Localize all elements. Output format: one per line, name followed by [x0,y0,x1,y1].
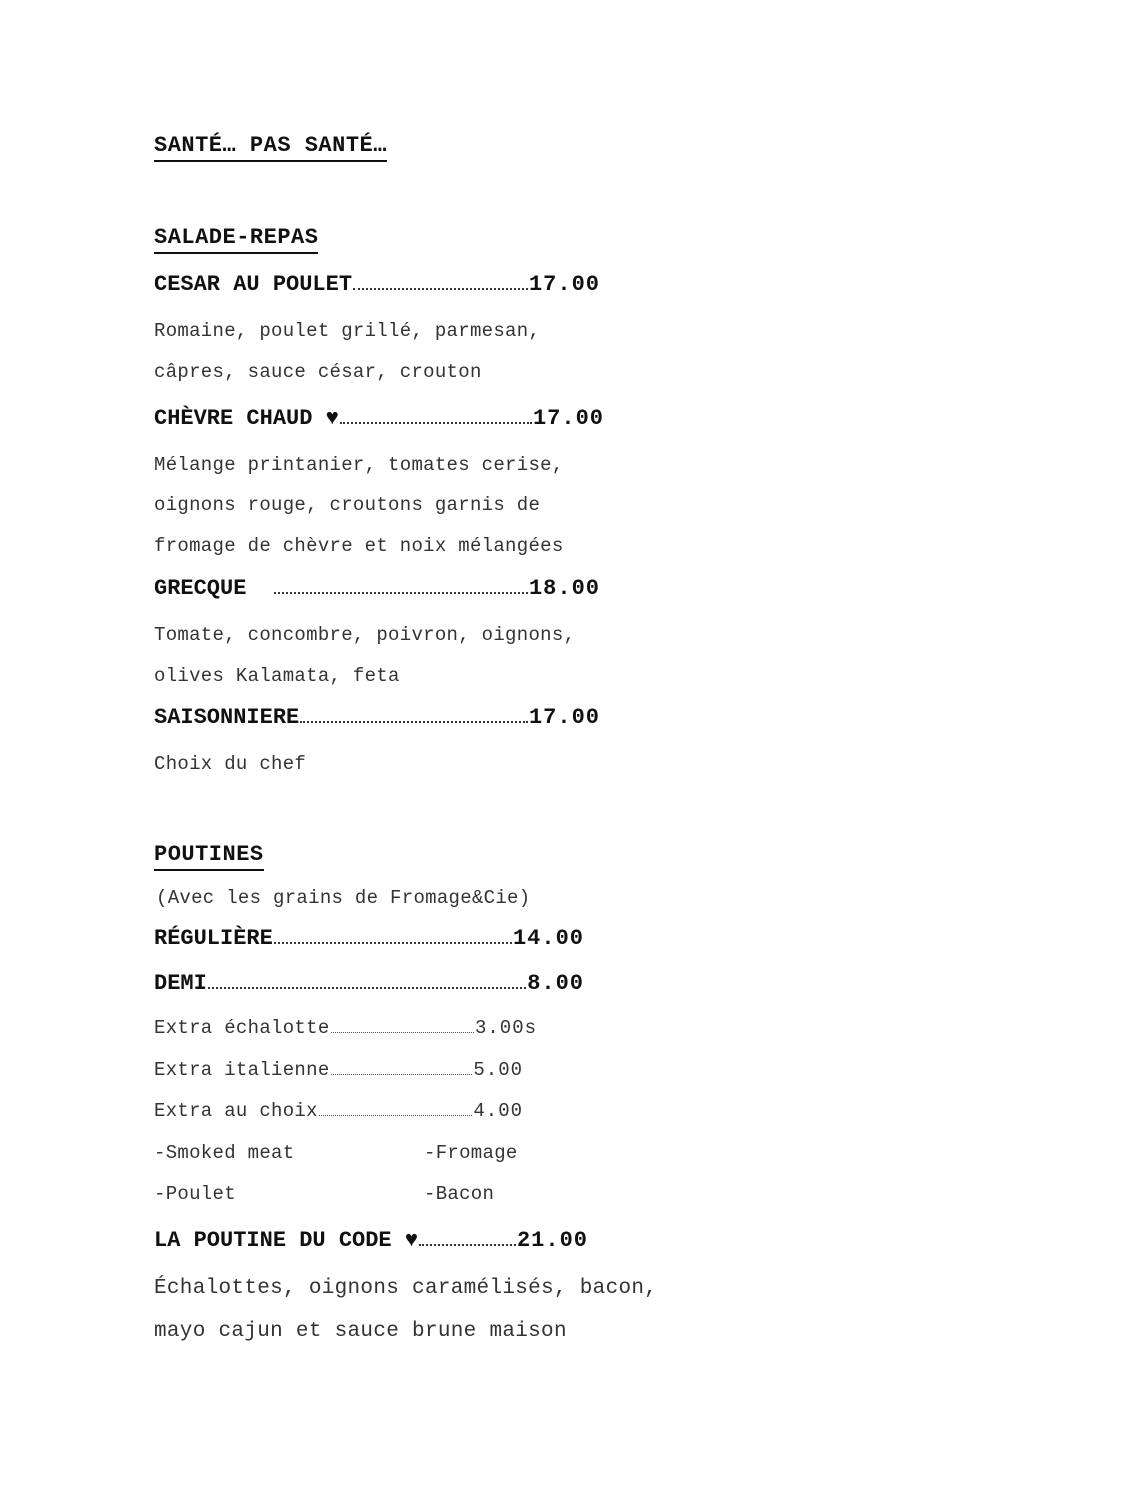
choice-option: -Poulet [154,1183,236,1205]
item-name: RÉGULIÈRE [154,926,273,951]
extra-item-au-choix [154,1100,523,1122]
choice-option: -Fromage [424,1142,518,1164]
menu-item-grecque [154,576,600,602]
menu-title: SANTÉ… PAS SANTÉ… [154,134,387,162]
item-description-line: câpres, sauce césar, crouton [154,361,482,383]
extra-price: 3.00s [474,1017,537,1039]
item-price: 21.00 [516,1228,588,1253]
item-description-line: fromage de chèvre et noix mélangées [154,535,564,557]
menu-item-chevre-chaud [154,406,604,432]
dot-leader [340,422,532,424]
dot-leader [274,942,512,944]
choice-option: -Bacon [424,1183,495,1205]
item-price: 14.00 [512,926,584,951]
item-description-line: oignons rouge, croutons garnis de [154,494,541,516]
extra-price: 4.00 [473,1100,523,1122]
item-price: 17.00 [528,705,600,730]
item-name: LA POUTINE DU CODE ♥ [154,1228,419,1253]
item-name: DEMI [154,971,207,996]
section-heading-salades: SALADE-REPAS [154,226,318,254]
dot-leader [274,592,528,594]
section-note: (Avec les grains de Fromage&Cie) [156,887,531,909]
item-description-line: olives Kalamata, feta [154,665,400,687]
item-description-line: Échalottes, oignons caramélisés, bacon, [154,1277,658,1300]
dot-leader [319,1115,473,1116]
extra-item-italienne [154,1059,523,1081]
item-price: 18.00 [528,576,600,601]
dot-leader [419,1244,516,1246]
item-price: 8.00 [527,971,584,996]
extra-name: Extra au choix [154,1100,318,1122]
dot-leader [331,1032,474,1033]
item-price: 17.00 [532,406,604,431]
extra-price: 5.00 [473,1059,523,1081]
menu-item-saisonniere [154,705,600,731]
item-description-line: Choix du chef [154,753,307,775]
item-name: GRECQUE [154,576,260,601]
item-description-line: Romaine, poulet grillé, parmesan, [154,320,541,342]
menu-item-reguliere [154,926,584,952]
dot-leader [300,721,528,723]
dot-leader [331,1074,473,1075]
item-name: CESAR AU POULET [154,272,353,297]
menu-item-cesar [154,272,600,298]
dot-leader [208,987,526,989]
dot-leader [353,288,528,290]
extra-item-echalotte [154,1017,537,1039]
item-name: SAISONNIERE [154,705,300,730]
item-description-line: mayo cajun et sauce brune maison [154,1320,567,1343]
item-description-line: Tomate, concombre, poivron, oignons, [154,624,576,646]
item-price: 17.00 [528,272,600,297]
menu-item-demi [154,971,584,997]
menu-item-poutine-du-code [154,1228,588,1254]
extra-name: Extra échalotte [154,1017,330,1039]
item-name: CHÈVRE CHAUD ♥ [154,406,339,431]
choice-option: -Smoked meat [154,1142,295,1164]
item-description-line: Mélange printanier, tomates cerise, [154,454,564,476]
section-heading-poutines: POUTINES [154,843,264,871]
extra-name: Extra italienne [154,1059,330,1081]
